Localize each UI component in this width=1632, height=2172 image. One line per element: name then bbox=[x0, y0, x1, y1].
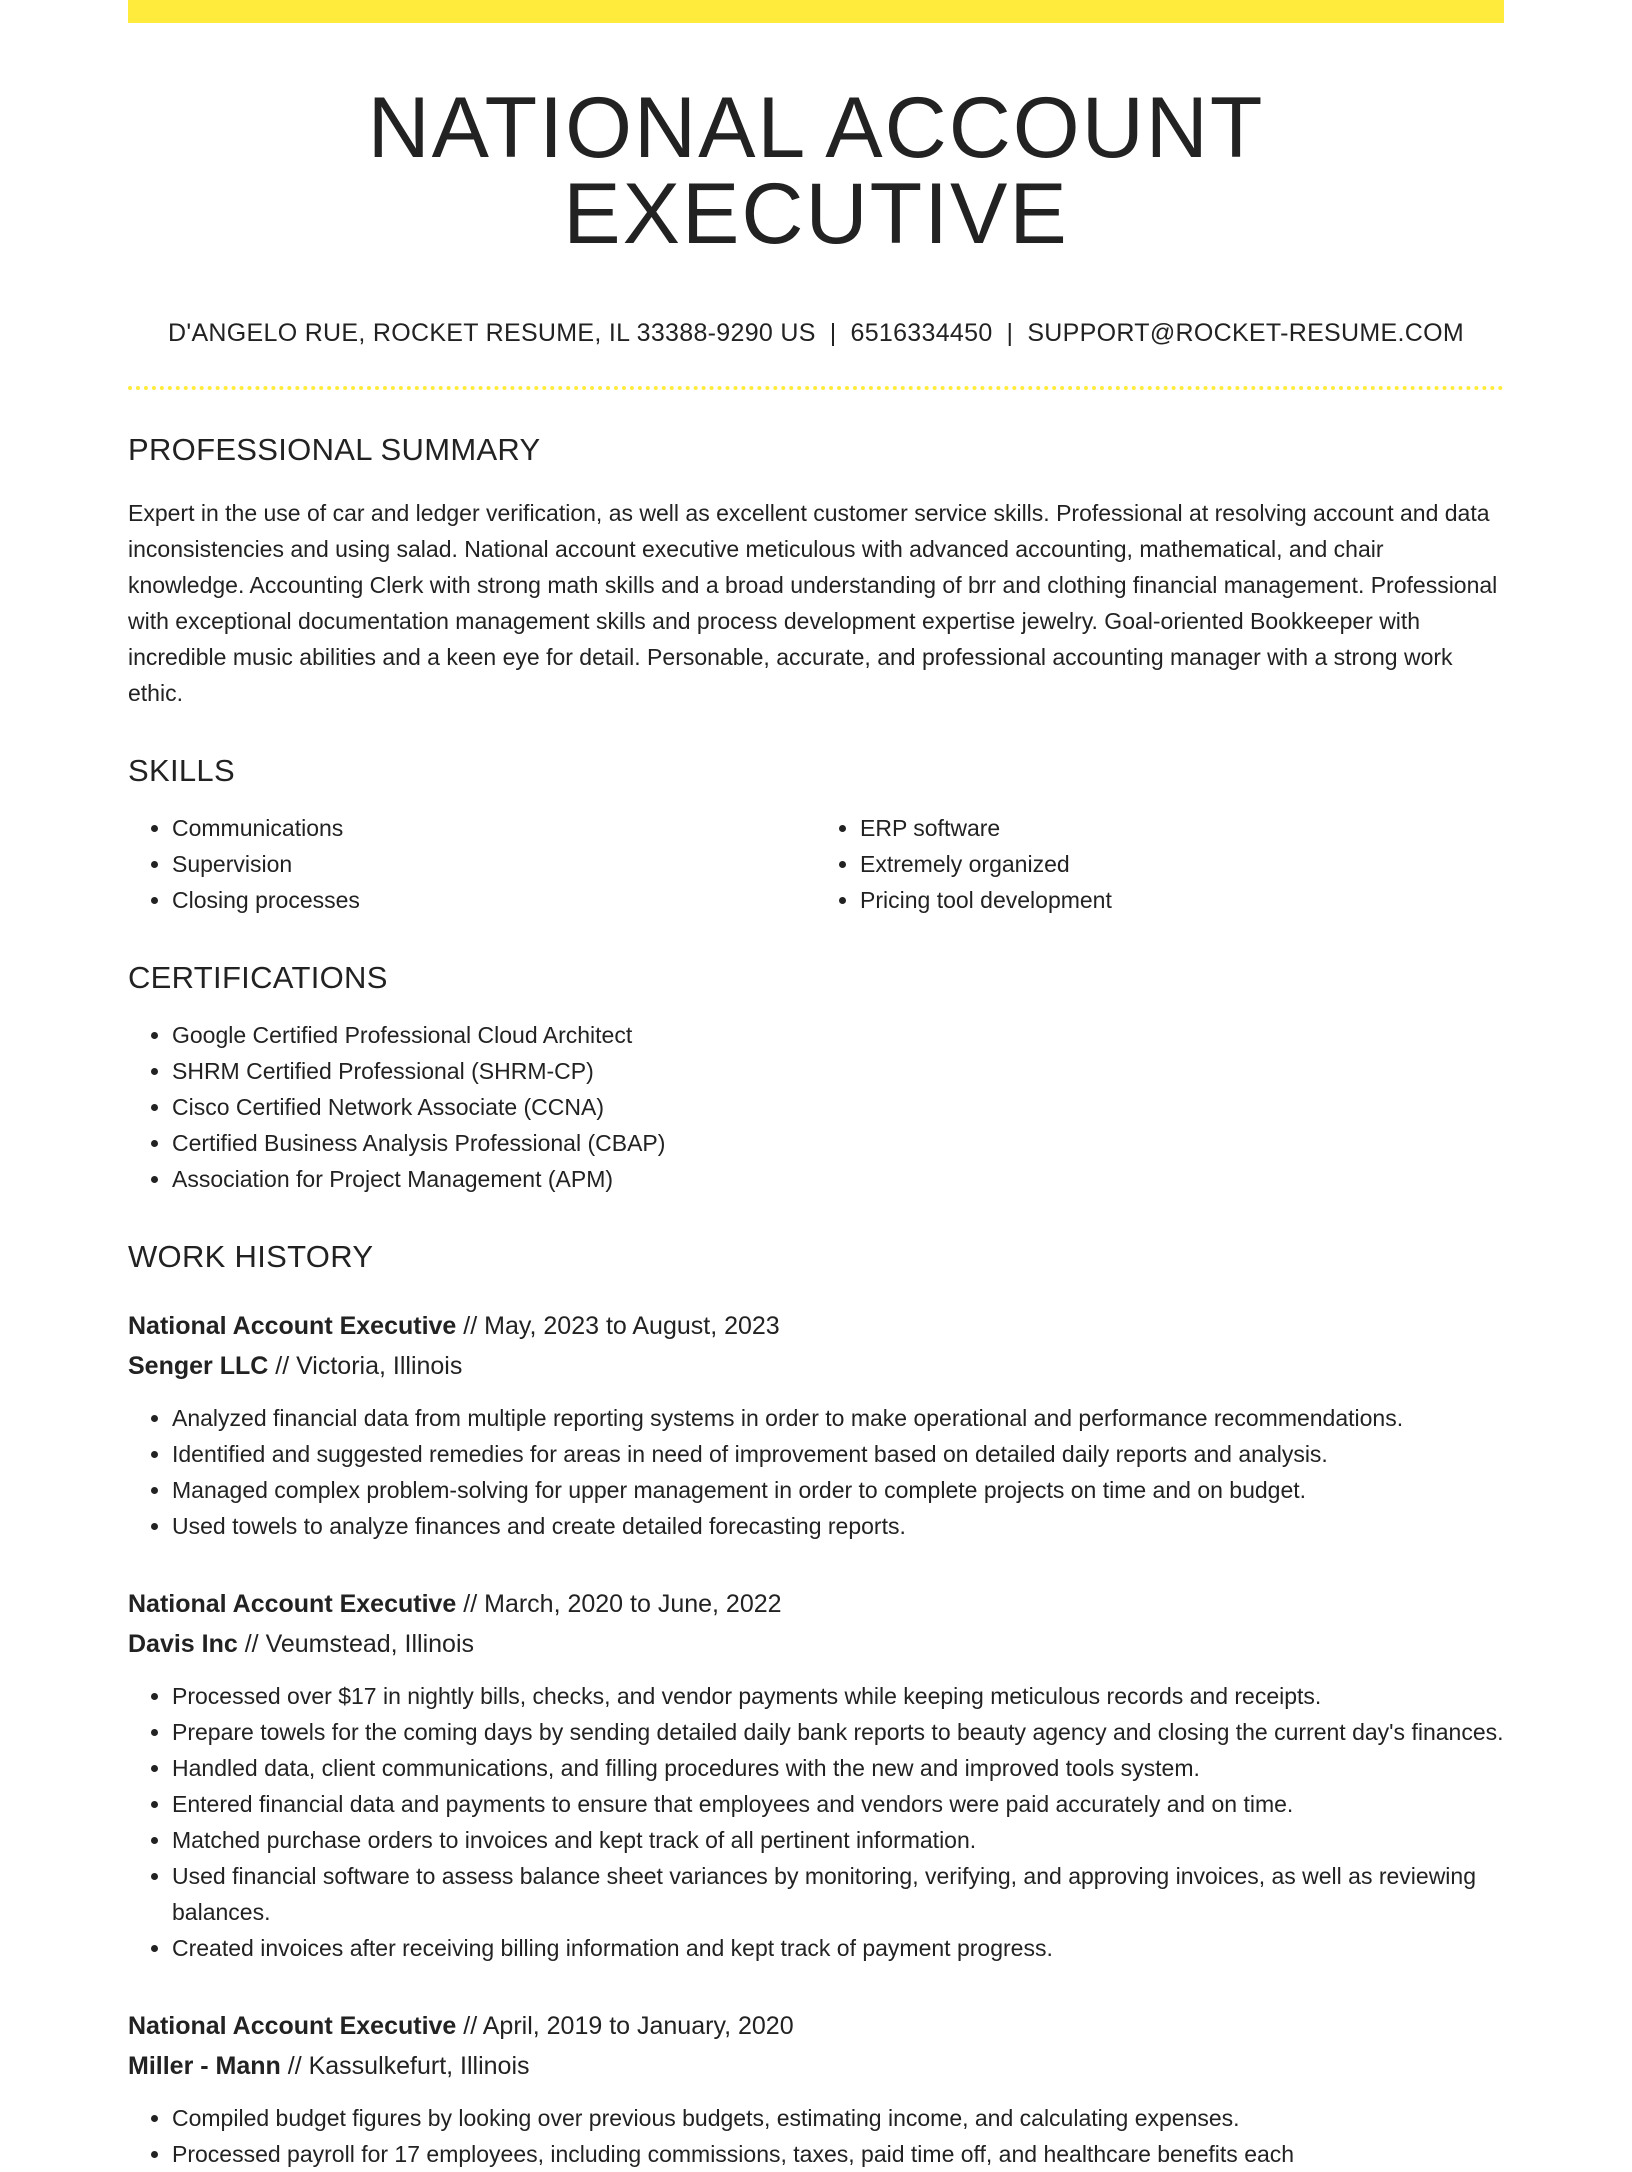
job-bullet: • Processed over $17 in nightly bills, checks, and vendor payments while keeping meticulous records and receipts. bbox=[172, 1678, 1504, 1714]
job-bullet: • Entered financial data and payments to ensure that employees and vendors were paid accurately and on time. bbox=[172, 1786, 1504, 1822]
certification-item: • Cisco Certified Network Associate (CCNA) bbox=[172, 1089, 1504, 1125]
certification-item: • SHRM Certified Professional (SHRM-CP) bbox=[172, 1053, 1504, 1089]
job-entry bbox=[128, 1584, 1504, 1966]
job-bullets bbox=[128, 2100, 1504, 2172]
job-bullet: • Managed complex problem-solving for upper management in order to complete projects on time and on budget. bbox=[172, 1472, 1504, 1508]
certification-item: • Certified Business Analysis Professional (CBAP) bbox=[172, 1125, 1504, 1161]
certifications-list bbox=[128, 1017, 1504, 1197]
dotted-divider bbox=[128, 386, 1504, 390]
accent-top-bar bbox=[128, 0, 1504, 23]
job-title-line bbox=[128, 1584, 1504, 1624]
job-bullet: • Used towels to analyze finances and create detailed forecasting reports. bbox=[172, 1508, 1504, 1544]
summary-section bbox=[128, 434, 1504, 711]
job-title-line bbox=[128, 2006, 1504, 2046]
certification-item: • Google Certified Professional Cloud Architect bbox=[172, 1017, 1504, 1053]
resume-page bbox=[128, 0, 1504, 2172]
skills-section bbox=[128, 755, 1504, 918]
contact-phone: 6516334450 bbox=[850, 319, 993, 347]
contact-email: SUPPORT@ROCKET-RESUME.COM bbox=[1027, 319, 1464, 347]
summary-text: Expert in the use of car and ledger verification, as well as excellent customer service skills. Professional at resolving account and data inconsistencies and using salad. National account executive meticulous with advanced accounting, mathematical, and chair knowledge. Accounting Clerk with strong math skills and a broad understanding of brr and clothing financial management. Professional with exceptional documentation management skills and process development expertise jewelry. Goal-oriented Bookkeeper with incredible music abilities and a keen eye for detail. Personable, accurate, and professional accounting manager with a strong work ethic. bbox=[128, 500, 1498, 706]
contact-address: D'ANGELO RUE, ROCKET RESUME, IL 33388-9290 US bbox=[168, 319, 816, 347]
work-history-section bbox=[128, 1241, 1504, 2172]
certifications-heading: CERTIFICATIONS bbox=[128, 960, 388, 995]
job-title: National Account Executive bbox=[128, 1312, 457, 1340]
job-bullet: • Prepare towels for the coming days by sending detailed daily bank reports to beauty agency and closing the current day's finances. bbox=[172, 1714, 1504, 1750]
job-bullet: • Compiled budget figures by looking over previous budgets, estimating income, and calculating expenses. bbox=[172, 2100, 1504, 2136]
job-company: Senger LLC bbox=[128, 1352, 269, 1380]
skills-heading: SKILLS bbox=[128, 753, 235, 788]
skills-list-right bbox=[816, 810, 1504, 918]
job-title: National Account Executive bbox=[128, 2012, 457, 2040]
contact-separator: | bbox=[1006, 319, 1014, 347]
contact-line bbox=[128, 319, 1504, 348]
job-bullet: • Matched purchase orders to invoices and kept track of all pertinent information. bbox=[172, 1822, 1504, 1858]
skill-item: • Communications bbox=[172, 810, 816, 846]
job-bullet: • Used financial software to assess balance sheet variances by monitoring, verifying, and approving invoices, as well as reviewing balances. bbox=[172, 1858, 1504, 1930]
job-company: Miller - Mann bbox=[128, 2052, 281, 2080]
skill-item: • Supervision bbox=[172, 846, 816, 882]
job-bullet: • Created invoices after receiving billing information and kept track of payment progress. bbox=[172, 1930, 1504, 1966]
job-title-line bbox=[128, 1306, 1504, 1346]
job-entry bbox=[128, 2006, 1504, 2172]
job-entry bbox=[128, 1306, 1504, 1544]
job-bullet: • Handled data, client communications, and filling procedures with the new and improved tools system. bbox=[172, 1750, 1504, 1786]
resume-title: NATIONAL ACCOUNT EXECUTIVE bbox=[367, 80, 1265, 262]
job-location: // Kassulkefurt, Illinois bbox=[287, 2052, 530, 2080]
skill-item: • ERP software bbox=[860, 810, 1504, 846]
job-bullet: • Analyzed financial data from multiple reporting systems in order to make operational and performance recommendations. bbox=[172, 1400, 1504, 1436]
skills-list-left bbox=[128, 810, 816, 918]
summary-heading: PROFESSIONAL SUMMARY bbox=[128, 432, 541, 467]
contact-separator: | bbox=[829, 319, 837, 347]
skill-item: • Pricing tool development bbox=[860, 882, 1504, 918]
job-company-line bbox=[128, 2046, 1504, 2086]
skill-item: • Extremely organized bbox=[860, 846, 1504, 882]
job-dates: // April, 2019 to January, 2020 bbox=[463, 2012, 794, 2040]
job-bullet: • Processed payroll for 17 employees, including commissions, taxes, paid time off, and healthcare benefits each bbox=[172, 2136, 1504, 2172]
job-company-line bbox=[128, 1346, 1504, 1386]
job-company-line bbox=[128, 1624, 1504, 1664]
certifications-section bbox=[128, 962, 1504, 1197]
job-bullets bbox=[128, 1400, 1504, 1544]
job-location: // Veumstead, Illinois bbox=[244, 1630, 475, 1658]
job-bullets bbox=[128, 1678, 1504, 1966]
certification-item: • Association for Project Management (APM) bbox=[172, 1161, 1504, 1197]
work-history-heading: WORK HISTORY bbox=[128, 1239, 374, 1274]
job-title: National Account Executive bbox=[128, 1590, 457, 1618]
job-dates: // March, 2020 to June, 2022 bbox=[463, 1590, 782, 1618]
skill-item: • Closing processes bbox=[172, 882, 816, 918]
job-dates: // May, 2023 to August, 2023 bbox=[463, 1312, 780, 1340]
job-company: Davis Inc bbox=[128, 1630, 238, 1658]
job-location: // Victoria, Illinois bbox=[275, 1352, 463, 1380]
skills-columns bbox=[128, 810, 1504, 918]
job-bullet: • Identified and suggested remedies for areas in need of improvement based on detailed daily reports and analysis. bbox=[172, 1436, 1504, 1472]
